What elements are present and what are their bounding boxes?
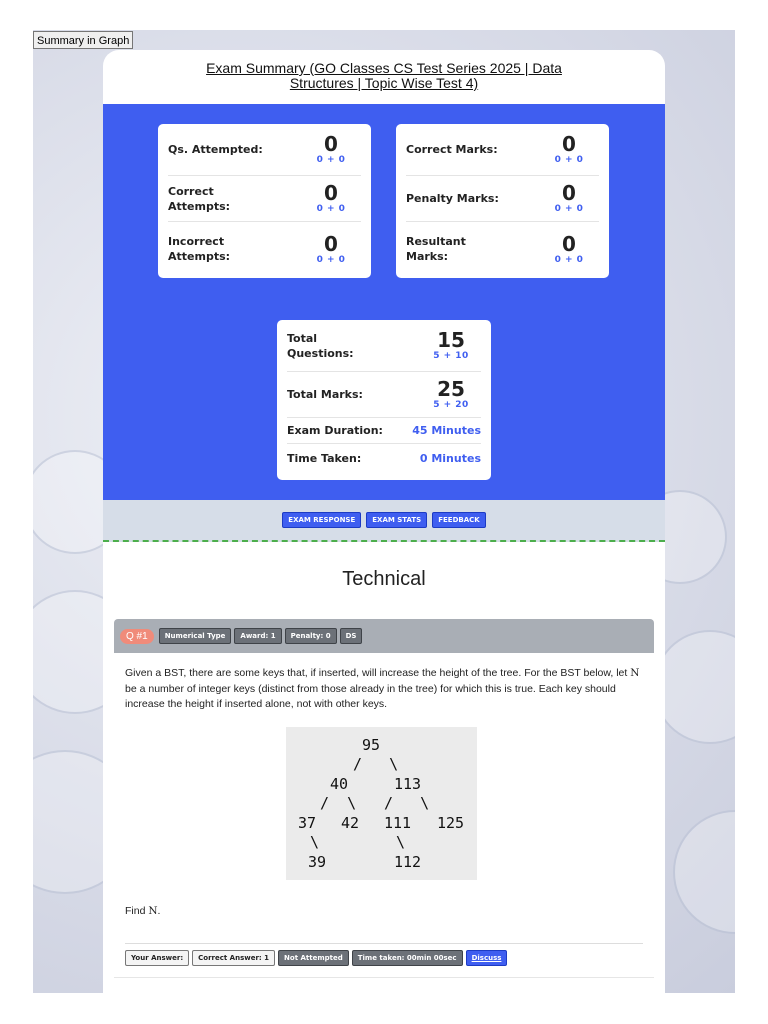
stat-row-incorrect-attempts: Incorrect Attempts: 0 0 + 0: [168, 231, 346, 265]
discuss-link[interactable]: Discuss: [466, 950, 508, 966]
summary-in-graph-button[interactable]: Summary in Graph: [33, 31, 133, 49]
question-text: Given a BST, there are some keys that, if inserted, will increase the height of the tree. For the BST below, let N be a number of integer keys (distinct from those already in the tree) for which this is true. Each key should increase the height if inserted alone, not with other keys.: [125, 667, 640, 710]
exam-summary-card: [103, 50, 665, 994]
penalty-tag: Penalty: 0: [285, 628, 337, 644]
attempts-box: [158, 124, 371, 278]
marks-box: [396, 124, 609, 278]
tree-node: 39: [308, 853, 327, 871]
award-tag: Award: 1: [234, 628, 281, 644]
exam-nav-strip: [103, 500, 665, 542]
time-taken-tag: Time taken: 00min 00sec: [352, 950, 463, 966]
attempt-status-tag: Not Attempted: [278, 950, 349, 966]
stat-row-correct-marks: Correct Marks: 0 0 + 0: [406, 124, 599, 176]
summary-panel: [103, 104, 665, 500]
question-prompt: Find N.: [125, 905, 161, 917]
tree-edge: / \: [320, 794, 357, 812]
tree-node: 125: [437, 814, 465, 832]
bst-diagram: [286, 727, 477, 880]
correct-answer-tag: Correct Answer: 1: [192, 950, 275, 966]
subject-tag: DS: [340, 628, 363, 644]
question-header: [114, 619, 654, 653]
stat-row-time-taken: Time Taken: 0 Minutes: [287, 451, 481, 465]
bg-bubble: [653, 630, 735, 744]
your-answer-tag: Your Answer:: [125, 950, 189, 966]
section-heading: Technical: [342, 568, 426, 590]
tree-edge: \: [310, 833, 320, 851]
stat-row-penalty-marks: Penalty Marks: 0 0 + 0: [406, 176, 599, 222]
question-footer: [125, 943, 643, 966]
exam-stats-button[interactable]: EXAM STATS: [366, 512, 427, 528]
stat-row-correct-attempts: Correct Attempts: 0 0 + 0: [168, 176, 361, 222]
exam-title[interactable]: Exam Summary (GO Classes CS Test Series 2025 | Data Structures | Topic Wise Test 4): [206, 60, 562, 91]
tree-node: 95: [362, 736, 381, 754]
tree-node: 42: [341, 814, 360, 832]
question-number-badge: Q #1: [120, 629, 154, 644]
bg-bubble: [673, 810, 735, 934]
tree-node: 112: [394, 853, 422, 871]
question-type-tag: Numerical Type: [159, 628, 232, 644]
tree-edge: \: [396, 833, 406, 851]
totals-box: [277, 320, 491, 480]
tree-edge: / \: [353, 755, 399, 773]
stat-row-exam-duration: Exam Duration: 45 Minutes: [287, 418, 481, 444]
stat-row-qs-attempted: Qs. Attempted: 0 0 + 0: [168, 124, 361, 176]
tree-node: 37: [298, 814, 317, 832]
feedback-button[interactable]: FEEDBACK: [432, 512, 485, 528]
tree-node: 113: [394, 775, 422, 793]
stat-row-resultant-marks: Resultant Marks: 0 0 + 0: [406, 231, 584, 265]
tree-edge: / \: [384, 794, 430, 812]
tree-node: 111: [384, 814, 412, 832]
exam-response-button[interactable]: EXAM RESPONSE: [282, 512, 361, 528]
stat-row-total-questions: Total Questions: 15 5 + 10: [287, 320, 481, 372]
tree-node: 40: [330, 775, 349, 793]
divider: [114, 977, 654, 978]
stat-row-total-marks: Total Marks: 25 5 + 20: [287, 372, 481, 418]
